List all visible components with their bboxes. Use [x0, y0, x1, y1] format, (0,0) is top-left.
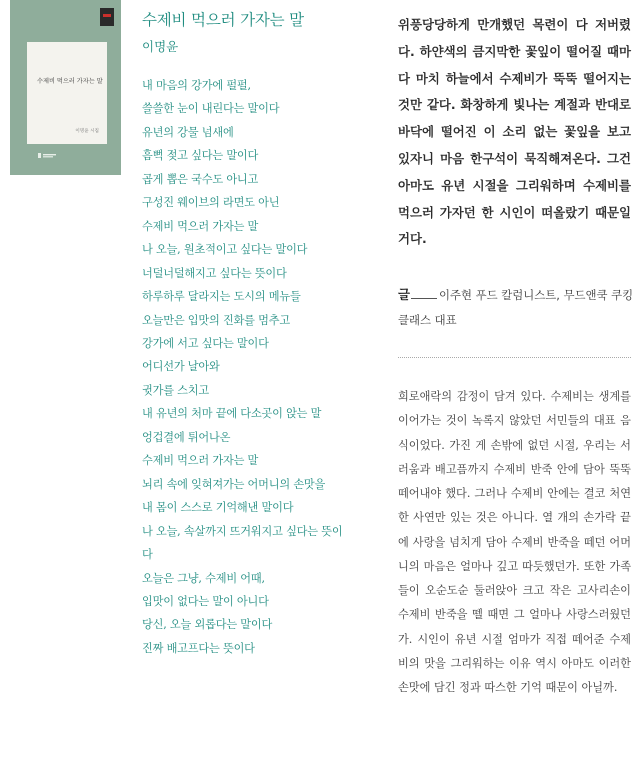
author-credit — [398, 282, 638, 333]
poem-line: 하루하루 달라지는 도시의 메뉴들 — [142, 290, 301, 304]
section-divider — [398, 357, 631, 358]
poem-line: 오늘은 그냥, 수제비 어때, — [142, 571, 265, 585]
book-cover-author: 이명윤 시집 — [75, 129, 99, 134]
poem-line: 곱게 뽑은 국수도 아니고 — [142, 172, 259, 186]
poem-body — [142, 74, 382, 660]
poem-line: 입맛이 없다는 말이 아니다 — [142, 594, 269, 608]
poem-line: 내 마음의 강가에 펄펄, — [142, 79, 251, 92]
poem-line: 귓가를 스치고 — [142, 383, 209, 397]
essay-body-paragraph: 희로애락의 감정이 담겨 있다. 수제비는 생계를 이어가는 것이 녹록지 않았던 서민들의 대표 음식이었다. 가진 게 손밖에 없던 시절, 우리는 서러움과 배고픔까지 수제비 반죽 안에 담아 뚝뚝 떼어내야 했다. 그러나 수제비 안에는 결코 처연한 사연만 있는 것은 아니다. 열 개의 손가락 끝에 사랑을 넘치게 담아 수제비 반죽을 떼던 어머니의 마음은 얼마나 깊고 따듯했던가. 또한 가족들이 오순도순 둘러앉아 크고 작은 고사리손이 수제비 반죽을 뗄 때면 그 얼마나 사랑스러웠던가. 시인이 유년 시절 엄마가 직접 떼어준 수제비의 맛을 그리워하는 이유 역시 아마도 이러한 손맛에 담긴 정과 따스한 기억 때문이 아닐까. — [398, 390, 631, 694]
poem-line: 내 몸이 스스로 기억해낸 말이다 — [142, 501, 294, 515]
poem-line: 흠뻑 젖고 싶다는 말이다 — [142, 149, 259, 163]
poem-line: 진짜 배고프다는 뜻이다 — [142, 641, 255, 655]
poem-line: 뇌리 속에 잊혀져가는 어머니의 손맛을 — [142, 477, 326, 491]
poem-line: 나 오늘, 원초적이고 싶다는 말이다 — [142, 243, 308, 257]
poem-line: 유년의 강물 넘새에 — [142, 125, 234, 139]
poem-line: 오늘만은 입맛의 진화를 멈추고 — [142, 313, 290, 327]
poem-title: 수제비 먹으러 가자는 말 — [142, 11, 304, 29]
poem-line: 당신, 오늘 외롭다는 말이다 — [142, 618, 273, 632]
poem-line: 구성진 웨이브의 라면도 아닌 — [142, 196, 280, 210]
poem-line: 나 오늘, 속살까지 뜨거워지고 싶다는 뜻이 — [142, 524, 343, 538]
publisher-badge — [100, 8, 114, 26]
poem-line: 쓸쓸한 눈이 내린다는 말이다 — [142, 102, 280, 116]
essay-intro-paragraph: 위풍당당하게 만개했던 목련이 다 저버렸다. 하얀색의 큼지막한 꽃잎이 떨어질 때마다 마치 하늘에서 수제비가 뚝뚝 떨어지는 것만 같다. 화창하게 빛나는 계절과 반대로 바닥에 떨어진 이 소리 없는 꽃잎을 보고 있자니 마음 한구석이 묵직해져온다. 그건 아마도 유년 시절을 그리워하며 수제비를 먹으러 가자던 한 시인이 떠올랐기 때문일 거다. — [398, 17, 631, 247]
credit-label: 글 — [398, 287, 410, 302]
poem-line: 수제비 먹으러 가자는 말 — [142, 219, 259, 233]
credit-text: 이주현 푸드 칼럼니스트, 무드앤쿡 쿠킹 클래스 대표 — [398, 288, 634, 327]
book-cover-title: 수제비 먹으러 가자는 말 — [37, 78, 103, 85]
book-cover-panel — [27, 42, 107, 144]
poem-line: 어디선가 날아와 — [142, 360, 220, 374]
poem-line: 다 — [142, 548, 153, 562]
poem-line: 너덜너덜해지고 싶다는 뜻이다 — [142, 266, 287, 280]
poem-line: 강가에 서고 싶다는 말이다 — [142, 336, 269, 350]
credit-rule — [411, 298, 437, 299]
poem-line: 수제비 먹으러 가자는 말 — [142, 454, 259, 468]
publisher-logo-icon — [38, 152, 56, 159]
book-cover — [10, 0, 121, 175]
poem-line: 내 유년의 처마 끝에 다소곳이 앉는 말 — [142, 407, 322, 421]
poem-line: 엉겁결에 튀어나온 — [142, 430, 231, 444]
poem-author: 이명윤 — [142, 39, 179, 54]
